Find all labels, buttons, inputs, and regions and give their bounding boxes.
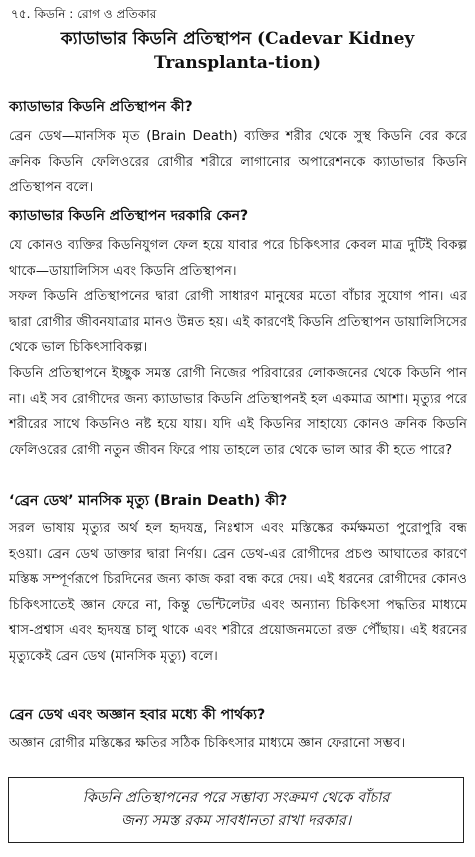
paragraph-1: ব্রেন ডেথ—মানসিক মৃত (Brain Death) ব্যক্তির শরীর থেকে সুস্থ কিডনি বের করে ক্রনিক কিডনি ফেলিওরের রোগীর শরীরে লাগানোর অপারেশনকে ক্যাডাভার কিডনি প্রতিস্থাপন বলে। xyxy=(9,129,467,195)
title-line-1: ক্যাডাভার কিডনি প্রতিস্থাপন (Cadevar Kidney xyxy=(60,29,415,49)
paragraph-6: অজ্ঞান রোগীর মস্তিষ্কের ক্ষতির সঠিক চিকিৎসার মাধ্যমে জ্ঞান ফেরানো সম্ভব। xyxy=(9,736,406,751)
callout-box xyxy=(8,777,464,843)
section-heading-4: ব্রেন ডেথ এবং অজ্ঞান হবার মধ্যে কী পার্থক্য? xyxy=(9,707,266,723)
paragraph-5: সরল ভাষায় মৃত্যুর অর্থ হল হৃদযন্ত্র, নিঃশ্বাস এবং মস্তিষ্কের কর্মক্ষমতা পুরোপুরি বন্ধ হওয়া। ব্রেন ডেথ ডাক্তার দ্বারা নির্ণয়। ব্রেন ডেথ-এর রোগীদের প্রচণ্ড আঘাতের কারণে মস্তিষ্ক সম্পূর্ণরূপে চিরদিনের জন্য কাজ করা বন্ধ করে দেয়। এই ধরনের রোগীদের কোনও চিকিৎসাতেই জ্ঞান ফেরে না, কিন্তু ভেন্টিলেটর এবং অন্যান্য চিকিৎসা পদ্ধতির মাধ্যমে শ্বাস-প্রশ্বাস এবং হৃদযন্ত্র চালু থাকে এবং শরীরে প্রয়োজনমতো রক্ত পৌঁছায়। এই ধরনের মৃত্যুকেই ব্রেন ডেথ (মানসিক মৃত্যু) বলে। xyxy=(9,521,467,664)
paragraph-2: যে কোনও ব্যক্তির কিডনিযুগল ফেল হয়ে যাবার পরে চিকিৎসার কেবল মাত্র দুটিই বিকল্প থাকে—ডায়ালিসিস এবং কিডনি প্রতিস্থাপন। xyxy=(9,238,467,279)
callout-line-1: কিডনি প্রতিস্থাপনের পরে সম্ভাব্য সংক্রমণ থেকে বাঁচার xyxy=(82,790,390,806)
page-title xyxy=(0,27,475,75)
running-head: ৭৫. কিডনি : রোগ ও প্রতিকার xyxy=(11,7,157,21)
section-heading-3: ‘ব্রেন ডেথ’ মানসিক মৃত্যু (Brain Death) কী? xyxy=(9,493,288,509)
callout-line-2: জন্য সমস্ত রকম সাবধানতা রাখা দরকার। xyxy=(120,813,352,829)
paragraph-3: সফল কিডনি প্রতিস্থাপনের দ্বারা রোগী সাধারণ মানুষের মতো বাঁচার সুযোগ পান। এর দ্বারা রোগীর জীবনযাত্রার মানও উন্নত হয়। এই কারণেই কিডনি প্রতিস্থাপন ডায়ালিসিসের থেকে ভাল চিকিৎসাবিকল্প। xyxy=(9,289,467,355)
paragraph-4: কিডনি প্রতিস্থাপনে ইচ্ছুক সমস্ত রোগী নিজের পরিবারের লোকজনের থেকে কিডনি পান না। এই সব রোগীদের জন্য ক্যাডাভার কিডনি প্রতিস্থাপনই হল একমাত্র আশা। মৃত্যুর পরে শরীরের সাথে কিডনিও নষ্ট হয়ে যায়। যদি এই কিডনির সাহায্যে কোনও ক্রনিক কিডনি ফেলিওরের রোগী নতুন জীবন ফিরে পায় তাহলে তার থেকে ভাল আর কী হতে পারে? xyxy=(9,366,467,458)
section-heading-1: ক্যাডাভার কিডনি প্রতিস্থাপন কী? xyxy=(9,99,193,115)
section-heading-2: ক্যাডাভার কিডনি প্রতিস্থাপন দরকারি কেন? xyxy=(9,208,249,224)
title-line-2: Transplanta-tion) xyxy=(153,53,321,73)
